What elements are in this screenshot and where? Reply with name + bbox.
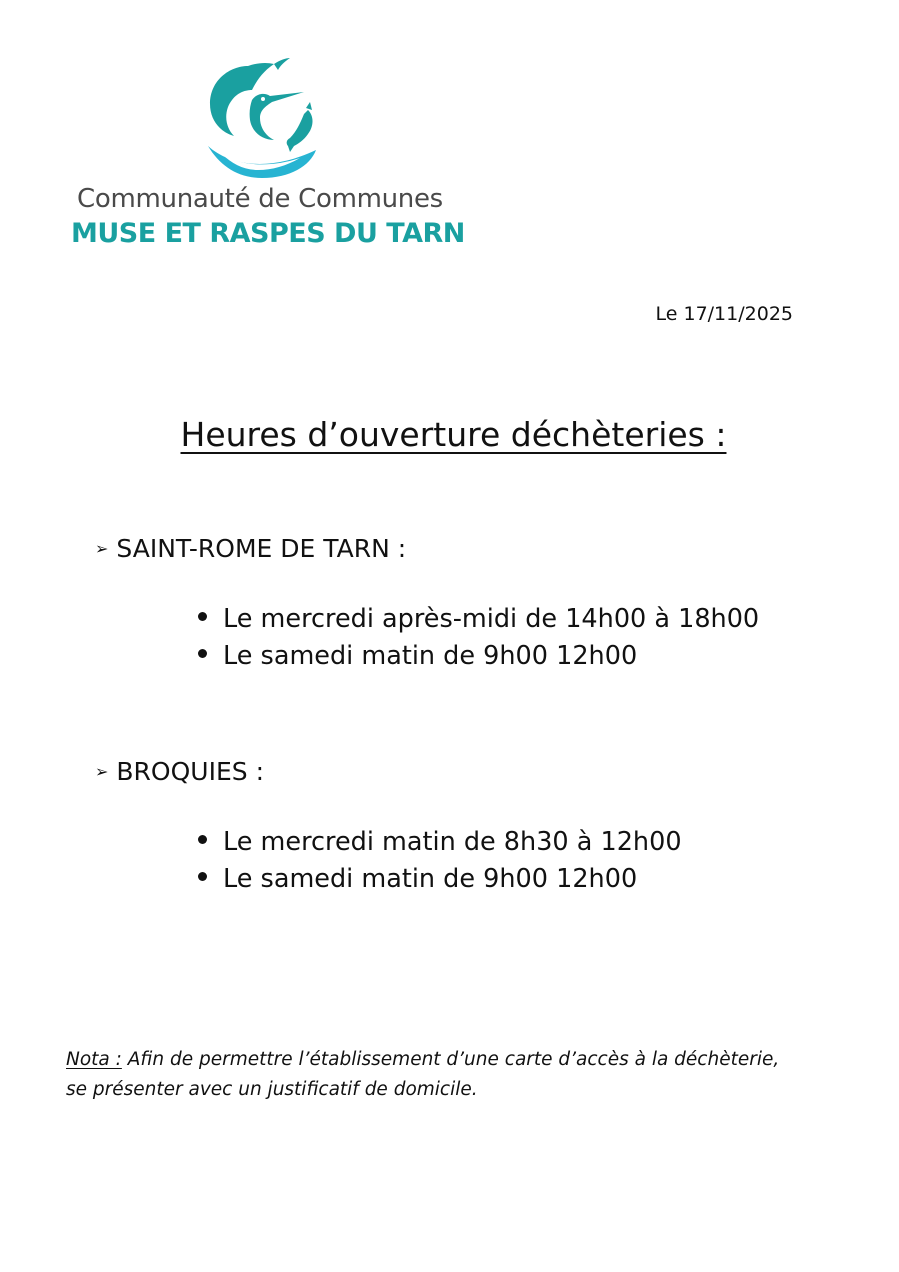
- bullet-dot-icon: [198, 872, 207, 881]
- org-name-line1: Communauté de Communes: [77, 184, 443, 214]
- hours-list-saint-rome: [198, 601, 759, 675]
- list-item: [198, 601, 759, 638]
- section-heading-saint-rome: [95, 534, 406, 563]
- hours-text: Le samedi matin de 9h00 12h00: [223, 641, 638, 671]
- org-name-line2: MUSE ET RASPES DU TARN: [71, 218, 465, 249]
- list-item: [198, 861, 682, 898]
- section-name: SAINT-ROME DE TARN :: [116, 534, 407, 563]
- section-heading-broquies: [95, 757, 264, 786]
- nota-paragraph: [66, 1045, 786, 1105]
- document-date: Le 17/11/2025: [655, 303, 793, 325]
- hours-text: Le samedi matin de 9h00 12h00: [223, 864, 638, 894]
- list-item: [198, 824, 682, 861]
- list-item: [198, 638, 759, 675]
- arrow-bullet-icon: ➢: [95, 762, 109, 781]
- bullet-dot-icon: [198, 612, 207, 621]
- hours-text: Le mercredi matin de 8h30 à 12h00: [223, 827, 682, 857]
- bullet-dot-icon: [198, 835, 207, 844]
- hours-text: Le mercredi après-midi de 14h00 à 18h00: [223, 604, 760, 634]
- nota-text: Afin de permettre l’établissement d’une carte d’accès à la déchèterie, se présenter avec un justificatif de domicile.: [66, 1049, 780, 1100]
- section-name: BROQUIES :: [116, 757, 264, 786]
- nota-label: Nota :: [66, 1049, 122, 1070]
- hours-list-broquies: [198, 824, 682, 898]
- arrow-bullet-icon: ➢: [95, 539, 109, 558]
- bullet-dot-icon: [198, 649, 207, 658]
- page-title: [0, 415, 899, 454]
- heron-fish-logo: [200, 54, 325, 184]
- page-title-text: Heures d’ouverture déchèteries :: [180, 415, 727, 454]
